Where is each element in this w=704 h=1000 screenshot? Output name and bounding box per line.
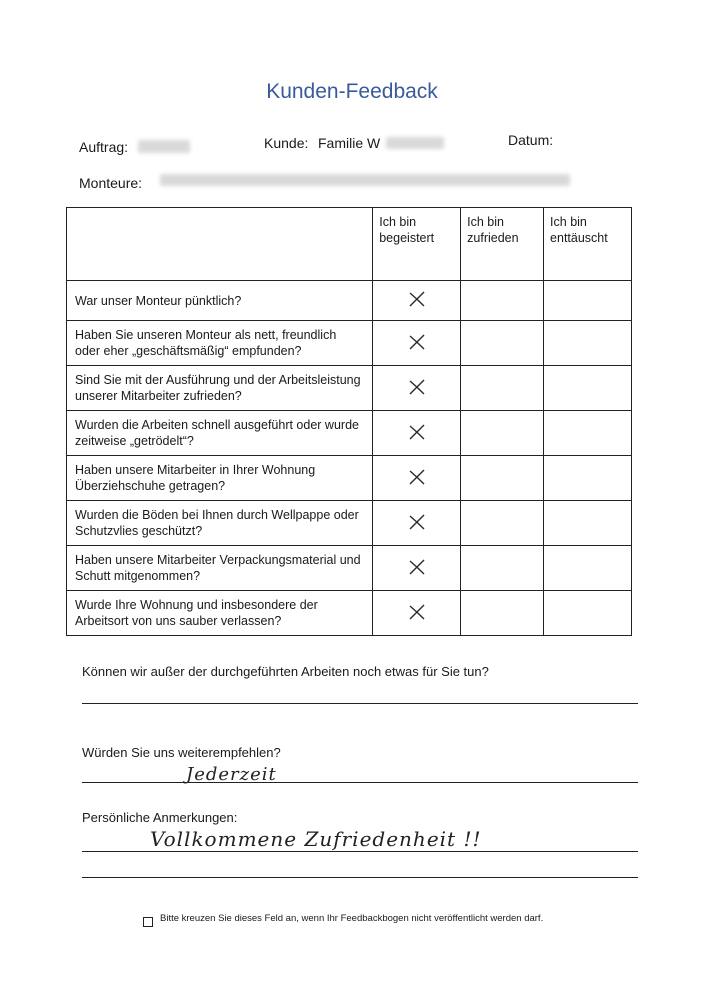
table-row	[67, 411, 632, 456]
recommend-question: Würden Sie uns weiterempfehlen?	[82, 745, 281, 760]
answer-cell-zufrieden[interactable]	[461, 366, 544, 411]
datum-label: Datum:	[508, 132, 554, 148]
answer-cell-enttaeuscht[interactable]	[544, 281, 632, 321]
remarks-answer-line-1[interactable]	[82, 851, 638, 852]
table-header-row	[67, 208, 632, 281]
remarks-handwritten-answer: Vollkommene Zufriedenheit !!	[150, 827, 482, 851]
cross-mark-icon	[406, 376, 428, 398]
col-begeistert: Ich bin begeistert	[373, 208, 461, 281]
kunde-label: Kunde:	[264, 135, 309, 151]
page-title: Kunden-Feedback	[266, 80, 438, 103]
cross-mark-icon	[406, 556, 428, 578]
answer-cell-begeistert[interactable]	[373, 501, 461, 546]
answer-cell-zufrieden[interactable]	[461, 591, 544, 636]
cross-mark-icon	[406, 601, 428, 623]
cross-mark-icon	[406, 421, 428, 443]
answer-cell-zufrieden[interactable]	[461, 501, 544, 546]
answer-cell-enttaeuscht[interactable]	[544, 456, 632, 501]
table-row	[67, 456, 632, 501]
answer-cell-zufrieden[interactable]	[461, 321, 544, 366]
no-publish-note: Bitte kreuzen Sie dieses Feld an, wenn Ihr Feedbackbogen nicht veröffentlicht werden darf.	[160, 913, 544, 924]
answer-cell-begeistert[interactable]	[373, 456, 461, 501]
question-cell: Wurden die Arbeiten schnell ausgeführt oder wurde zeitweise „getrödelt“?	[67, 411, 373, 456]
answer-cell-begeistert[interactable]	[373, 411, 461, 456]
recommend-handwritten-answer: Jederzeit	[186, 764, 277, 785]
auftrag-label: Auftrag:	[79, 139, 129, 155]
table-header-empty	[67, 208, 373, 281]
answer-cell-enttaeuscht[interactable]	[544, 591, 632, 636]
question-cell: Haben Sie unseren Monteur als nett, freundlich oder eher „geschäftsmäßig“ empfunden?	[67, 321, 373, 366]
table-row	[67, 501, 632, 546]
extra-answer-line[interactable]	[82, 703, 638, 704]
answer-cell-enttaeuscht[interactable]	[544, 321, 632, 366]
auftrag-redacted	[138, 140, 190, 153]
kunde-redacted	[386, 137, 444, 149]
question-cell: Haben unsere Mitarbeiter Verpackungsmaterial und Schutt mitgenommen?	[67, 546, 373, 591]
monteure-label: Monteure:	[79, 175, 143, 191]
answer-cell-zufrieden[interactable]	[461, 411, 544, 456]
answer-cell-enttaeuscht[interactable]	[544, 501, 632, 546]
answer-cell-enttaeuscht[interactable]	[544, 411, 632, 456]
answer-cell-zufrieden[interactable]	[461, 546, 544, 591]
answer-cell-begeistert[interactable]	[373, 546, 461, 591]
col-zufrieden: Ich bin zufrieden	[461, 208, 544, 281]
monteure-redacted	[160, 174, 570, 186]
extra-question: Können wir außer der durchgeführten Arbeiten noch etwas für Sie tun?	[82, 664, 489, 679]
answer-cell-zufrieden[interactable]	[461, 456, 544, 501]
col-enttaeuscht: Ich bin enttäuscht	[544, 208, 632, 281]
question-cell: Wurde Ihre Wohnung und insbesondere der Arbeitsort von uns sauber verlassen?	[67, 591, 373, 636]
cross-mark-icon	[406, 466, 428, 488]
table-row	[67, 321, 632, 366]
table-row	[67, 366, 632, 411]
question-cell: War unser Monteur pünktlich?	[67, 281, 373, 321]
cross-mark-icon	[406, 331, 428, 353]
question-cell: Sind Sie mit der Ausführung und der Arbeitsleistung unserer Mitarbeiter zufrieden?	[67, 366, 373, 411]
cross-mark-icon	[406, 511, 428, 533]
feedback-table	[66, 207, 632, 636]
kunde-value: Familie W	[318, 135, 381, 151]
answer-cell-begeistert[interactable]	[373, 321, 461, 366]
remarks-answer-line-2[interactable]	[82, 877, 638, 878]
answer-cell-enttaeuscht[interactable]	[544, 546, 632, 591]
answer-cell-begeistert[interactable]	[373, 366, 461, 411]
answer-cell-enttaeuscht[interactable]	[544, 366, 632, 411]
no-publish-checkbox[interactable]	[143, 917, 153, 927]
answer-cell-begeistert[interactable]	[373, 281, 461, 321]
answer-cell-zufrieden[interactable]	[461, 281, 544, 321]
question-cell: Wurden die Böden bei Ihnen durch Wellpappe oder Schutzvlies geschützt?	[67, 501, 373, 546]
table-row	[67, 591, 632, 636]
cross-mark-icon	[406, 288, 428, 310]
answer-cell-begeistert[interactable]	[373, 591, 461, 636]
recommend-answer-line[interactable]	[82, 782, 638, 783]
table-row	[67, 546, 632, 591]
question-cell: Haben unsere Mitarbeiter in Ihrer Wohnung Überziehschuhe getragen?	[67, 456, 373, 501]
table-row	[67, 281, 632, 321]
remarks-question: Persönliche Anmerkungen:	[82, 810, 238, 825]
